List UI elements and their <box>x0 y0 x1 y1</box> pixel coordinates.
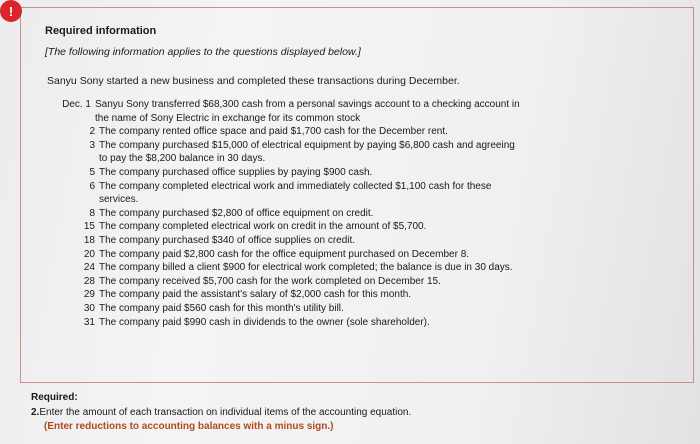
tx-text: The company paid $2,800 cash for the office equipment purchased on December 8. <box>99 248 470 260</box>
tx-text: The company billed a client $900 for electrical work completed; the balance is due in 30 days. <box>99 262 513 274</box>
tx-date: 2 <box>89 126 95 138</box>
intro-text: Sanyu Sony started a new business and completed these transactions during December. <box>47 75 460 87</box>
list-item <box>53 316 523 330</box>
tx-date: 15 <box>83 221 95 233</box>
tx-text: Sanyu Sony transferred $68,300 cash from a personal savings account to a checking account in the name of Sony Electric in exchange for its common stock <box>95 99 520 124</box>
tx-text: The company purchased $2,800 of office equipment on credit. <box>99 207 374 219</box>
tx-date: 18 <box>83 234 95 246</box>
info-note: [The following information applies to the questions displayed below.] <box>45 46 361 58</box>
required-label: Required: <box>31 392 78 403</box>
tx-text: The company completed electrical work and immediately collected $1,100 cash for these services. <box>99 180 492 206</box>
info-title: Required information <box>45 25 157 37</box>
list-item <box>53 234 523 248</box>
tx-date: 20 <box>83 248 95 260</box>
tx-text: The company completed electrical work on credit in the amount of $5,700. <box>99 221 427 233</box>
transaction-list <box>53 98 523 329</box>
list-item <box>53 248 523 262</box>
tx-date: 6 <box>89 180 95 192</box>
tx-date: Dec. 1 <box>62 99 91 110</box>
question-number: 2. <box>31 407 40 418</box>
tx-text: The company purchased $15,000 of electrical equipment by paying $6,800 cash and agreeing to pay the $8,200 balance in 30 days. <box>99 139 515 165</box>
list-item <box>53 302 523 316</box>
list-item <box>53 220 523 234</box>
tx-text: The company paid $560 cash for this month's utility bill. <box>99 302 344 314</box>
required-note: (Enter reductions to accounting balances with a minus sign.) <box>44 421 334 432</box>
list-item <box>53 166 523 180</box>
question-text: Enter the amount of each transaction on individual items of the accounting equation. <box>39 407 412 418</box>
list-item <box>53 98 523 125</box>
list-item <box>53 125 523 139</box>
tx-date: 5 <box>89 166 95 178</box>
list-item <box>53 180 523 207</box>
alert-icon: ! <box>0 0 22 22</box>
list-item <box>53 275 523 289</box>
list-item <box>53 207 523 221</box>
tx-date: 8 <box>89 207 95 219</box>
tx-text: The company received $5,700 cash for the work completed on December 15. <box>99 275 441 287</box>
tx-text: The company rented office space and paid $1,700 cash for the December rent. <box>99 126 448 138</box>
tx-text: The company purchased $340 of office supplies on credit. <box>99 234 356 246</box>
required-question <box>31 407 411 418</box>
tx-text: The company paid the assistant's salary of $2,000 cash for this month. <box>99 289 412 301</box>
list-item <box>53 261 523 275</box>
tx-text: The company paid $990 cash in dividends to the owner (sole shareholder). <box>99 316 430 328</box>
tx-date: 28 <box>83 275 95 287</box>
list-item <box>53 288 523 302</box>
tx-date: 24 <box>83 262 95 274</box>
tx-date: 31 <box>83 316 95 328</box>
tx-text: The company purchased office supplies by paying $900 cash. <box>99 166 373 178</box>
tx-date: 3 <box>89 139 95 151</box>
tx-date: 30 <box>83 302 95 314</box>
list-item <box>53 139 523 166</box>
tx-date: 29 <box>83 289 95 301</box>
